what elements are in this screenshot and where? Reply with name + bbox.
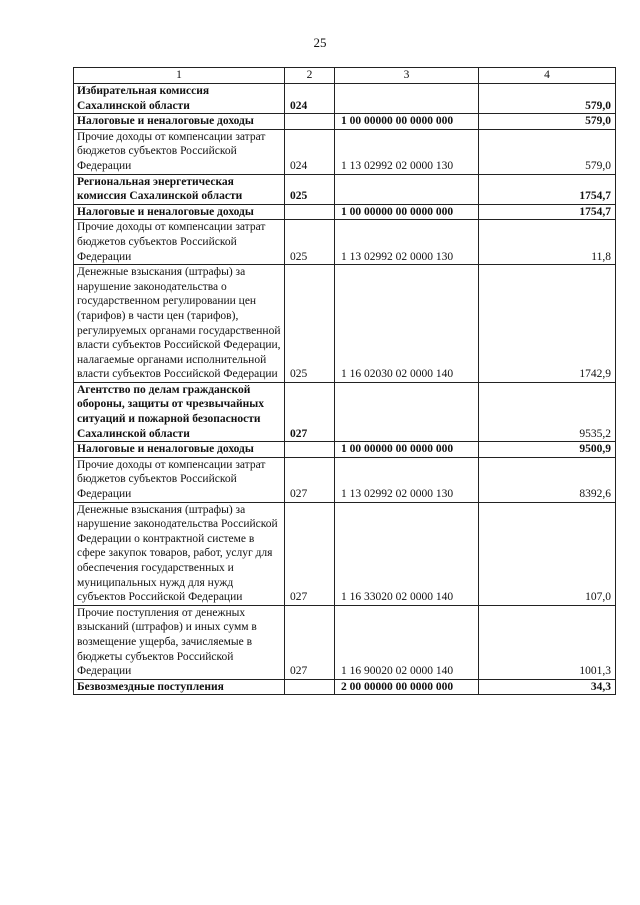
row-budget-code: 1 00 00000 00 0000 000 (335, 204, 479, 220)
table-row (74, 265, 616, 383)
row-amount: 579,0 (479, 129, 616, 174)
column-header: 1 (74, 68, 285, 84)
row-budget-code (335, 382, 479, 441)
row-amount: 1754,7 (479, 204, 616, 220)
table-row (74, 220, 616, 265)
table-row (74, 84, 616, 114)
table-row (74, 679, 616, 695)
row-budget-code: 1 13 02992 02 0000 130 (335, 457, 479, 502)
column-header-row (74, 68, 616, 84)
row-name: Прочие доходы от компенсации затрат бюджетов субъектов Российской Федерации (74, 129, 285, 174)
row-name: Прочие доходы от компенсации затрат бюджетов субъектов Российской Федерации (74, 220, 285, 265)
table-row (74, 174, 616, 204)
row-name: Прочие поступления от денежных взысканий (штрафов) и иных сумм в возмещение ущерба, зачисляемые в бюджеты субъектов Российской Федерации (74, 605, 285, 679)
page-number: 25 (313, 35, 327, 50)
row-amount: 8392,6 (479, 457, 616, 502)
row-budget-code: 1 13 02992 02 0000 130 (335, 220, 479, 265)
row-admin-code: 027 (285, 457, 335, 502)
row-admin-code: 025 (285, 174, 335, 204)
row-amount: 1742,9 (479, 265, 616, 383)
row-name: Избирательная комиссия Сахалинской области (74, 84, 285, 114)
row-budget-code: 2 00 00000 00 0000 000 (335, 679, 479, 695)
revenue-table (73, 67, 616, 695)
row-name: Региональная энергетическая комиссия Сахалинской области (74, 174, 285, 204)
row-name: Безвозмездные поступления (74, 679, 285, 695)
table-row (74, 605, 616, 679)
row-budget-code: 1 00 00000 00 0000 000 (335, 442, 479, 458)
row-budget-code: 1 13 02992 02 0000 130 (335, 129, 479, 174)
row-amount: 9535,2 (479, 382, 616, 441)
row-budget-code: 1 16 90020 02 0000 140 (335, 605, 479, 679)
column-header: 2 (285, 68, 335, 84)
row-budget-code: 1 00 00000 00 0000 000 (335, 114, 479, 130)
row-amount: 107,0 (479, 502, 616, 605)
row-admin-code: 024 (285, 129, 335, 174)
row-admin-code (285, 204, 335, 220)
revenue-table-body (74, 68, 616, 695)
row-budget-code: 1 16 02030 02 0000 140 (335, 265, 479, 383)
row-admin-code (285, 442, 335, 458)
row-name: Агентство по делам гражданской обороны, защиты от чрезвычайных ситуаций и пожарной безопасности Сахалинской области (74, 382, 285, 441)
table-row (74, 382, 616, 441)
row-admin-code: 024 (285, 84, 335, 114)
row-amount: 1754,7 (479, 174, 616, 204)
table-row (74, 457, 616, 502)
row-admin-code (285, 679, 335, 695)
table-row (74, 129, 616, 174)
row-admin-code (285, 114, 335, 130)
row-admin-code: 025 (285, 220, 335, 265)
row-amount: 579,0 (479, 114, 616, 130)
row-name: Налоговые и неналоговые доходы (74, 114, 285, 130)
row-name: Прочие доходы от компенсации затрат бюджетов субъектов Российской Федерации (74, 457, 285, 502)
row-admin-code: 025 (285, 265, 335, 383)
row-admin-code: 027 (285, 502, 335, 605)
column-header: 4 (479, 68, 616, 84)
table-row (74, 114, 616, 130)
row-name: Денежные взыскания (штрафы) за нарушение законодательства о государственном регулировании цен (тарифов) в части цен (тарифов), регулируемых органами государственной власти субъектов Российской Федерации, налагаемые органами исполнительной власти субъектов Российской Федерации (74, 265, 285, 383)
row-amount: 11,8 (479, 220, 616, 265)
row-amount: 9500,9 (479, 442, 616, 458)
table-row (74, 204, 616, 220)
row-name: Денежные взыскания (штрафы) за нарушение законодательства Российской Федерации о контрактной системе в сфере закупок товаров, работ, услуг для обеспечения государственных и муниципальных нужд для нужд субъектов Российской Федерации (74, 502, 285, 605)
row-amount: 1001,3 (479, 605, 616, 679)
row-budget-code: 1 16 33020 02 0000 140 (335, 502, 479, 605)
row-name: Налоговые и неналоговые доходы (74, 442, 285, 458)
table-row (74, 442, 616, 458)
row-name: Налоговые и неналоговые доходы (74, 204, 285, 220)
column-header: 3 (335, 68, 479, 84)
row-budget-code (335, 174, 479, 204)
table-row (74, 502, 616, 605)
row-admin-code: 027 (285, 382, 335, 441)
row-amount: 579,0 (479, 84, 616, 114)
row-admin-code: 027 (285, 605, 335, 679)
row-budget-code (335, 84, 479, 114)
row-amount: 34,3 (479, 679, 616, 695)
